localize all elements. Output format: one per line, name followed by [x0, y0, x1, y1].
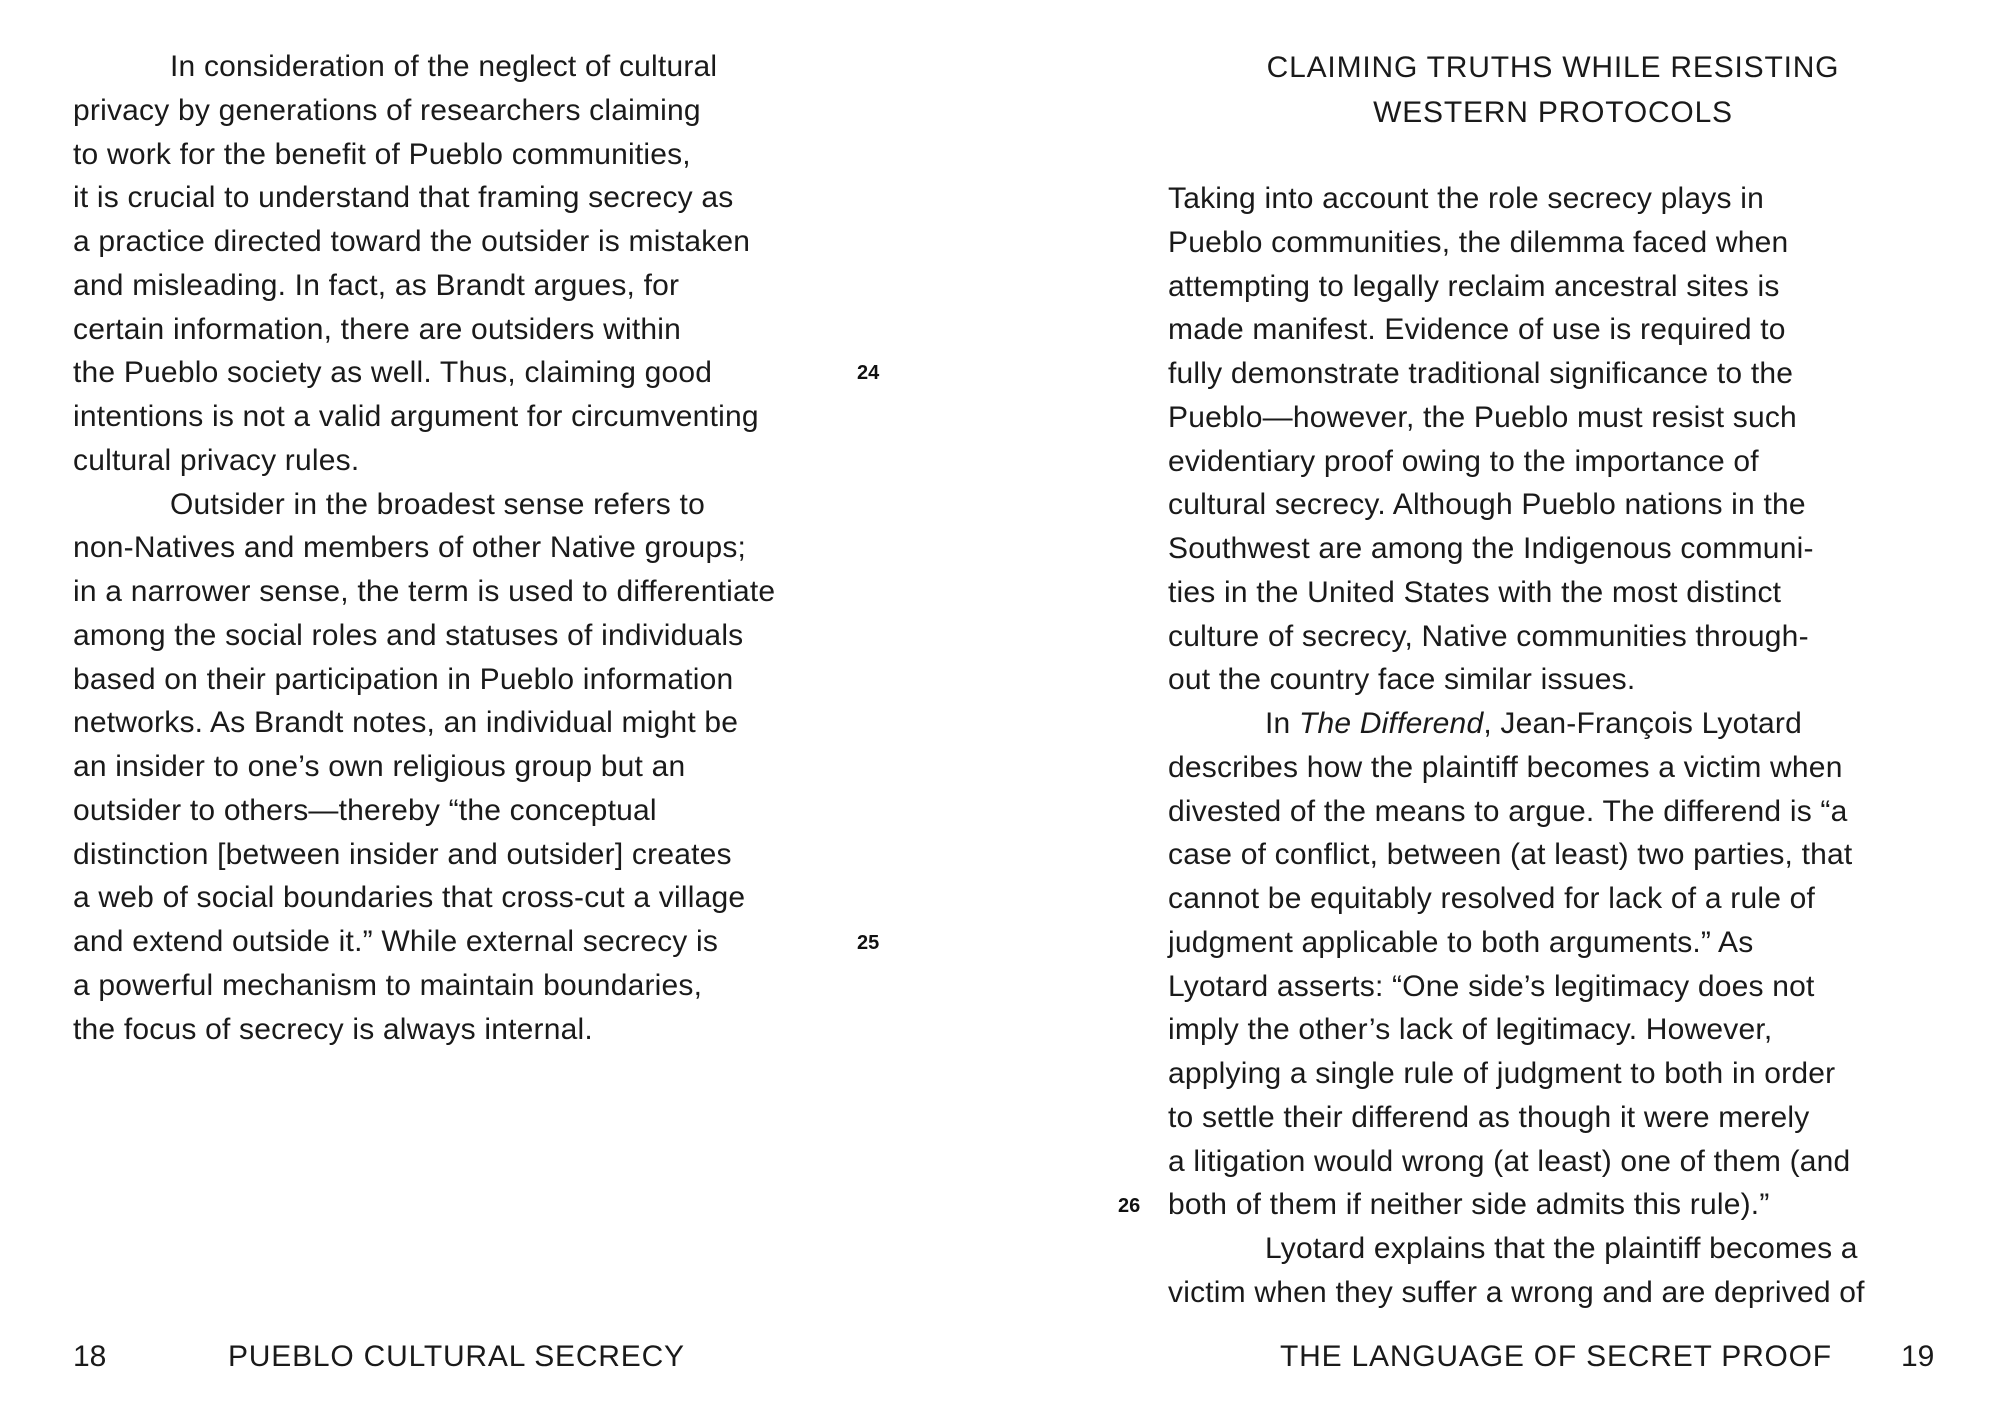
section-heading-line: CLAIMING TRUTHS WHILE RESISTING — [1266, 51, 1840, 84]
text-line: Lyotard explains that the plaintiff becomes a — [1265, 1232, 1858, 1265]
text-line: case of conflict, between (at least) two parties, that — [1168, 838, 1853, 872]
page-number: 18 — [73, 1340, 107, 1373]
running-footer-title: PUEBLO CULTURAL SECRECY — [228, 1340, 685, 1373]
section-heading-line: WESTERN PROTOCOLS — [1373, 96, 1733, 129]
text-line: Pueblo—however, the Pueblo must resist such — [1168, 400, 1797, 434]
text-line: intentions is not a valid argument for circumventing — [73, 400, 759, 433]
text-line: attempting to legally reclaim ancestral sites is — [1168, 269, 1780, 303]
text-line: a powerful mechanism to maintain boundaries, — [73, 968, 703, 1002]
text-line: an insider to one’s own religious group but an — [73, 750, 686, 783]
paragraph — [73, 483, 775, 1052]
text-run: , Jean-François Lyotard — [1483, 707, 1802, 740]
text-line: a web of social boundaries that cross-cut a village — [73, 881, 746, 915]
text-line: distinction [between insider and outsider] creates — [73, 837, 732, 871]
text-line: privacy by generations of researchers claiming — [73, 93, 701, 127]
paragraph — [1168, 1227, 1865, 1315]
endnote-marker[interactable]: 26 — [1118, 1195, 1141, 1217]
text-line: it is crucial to understand that framing secrecy as — [73, 181, 734, 215]
endnote-marker[interactable]: 24 — [857, 362, 880, 384]
text-line: among the social roles and statuses of individuals — [73, 618, 744, 652]
text-line — [1168, 702, 1865, 746]
right-page-body — [1168, 177, 1865, 1315]
book-title: The Differend — [1298, 707, 1484, 740]
text-line: In consideration of the neglect of cultural — [170, 50, 718, 83]
text-line: victim when they suffer a wrong and are deprived of — [1168, 1275, 1865, 1309]
text-line: to settle their differend as though it were merely — [1168, 1100, 1810, 1134]
text-line: out the country face similar issues. — [1168, 663, 1636, 697]
page-number: 19 — [1901, 1340, 1935, 1373]
text-line: Outsider in the broadest sense refers to — [170, 487, 705, 521]
text-line: a practice directed toward the outsider is mistaken — [73, 225, 751, 258]
text-line: cultural secrecy. Although Pueblo nations in the — [1168, 488, 1806, 522]
left-page-body — [73, 45, 775, 1051]
text-line: based on their participation in Pueblo information — [73, 662, 734, 696]
text-line: certain information, there are outsiders within — [73, 312, 682, 346]
text-line: networks. As Brandt notes, an individual might be — [73, 706, 739, 740]
text-line: Taking into account the role secrecy plays in — [1168, 182, 1764, 215]
right-page — [1000, 0, 2000, 1428]
text-line: divested of the means to argue. The differend is “a — [1168, 794, 1848, 828]
paragraph — [1168, 702, 1865, 1227]
text-line: the Pueblo society as well. Thus, claiming good — [73, 356, 713, 390]
text-line: cultural privacy rules. — [73, 443, 360, 477]
text-line: describes how the plaintiff becomes a victim when — [1168, 750, 1843, 784]
text-line: Lyotard asserts: “One side’s legitimacy does not — [1168, 969, 1815, 1003]
text-line: judgment applicable to both arguments.” As — [1168, 925, 1754, 959]
text-line: made manifest. Evidence of use is required to — [1168, 313, 1786, 347]
text-line: to work for the benefit of Pueblo communities, — [73, 137, 691, 171]
text-line: and extend outside it.” While external secrecy is — [73, 925, 719, 958]
text-line: imply the other’s lack of legitimacy. However, — [1168, 1013, 1773, 1047]
text-line: culture of secrecy, Native communities through- — [1168, 619, 1809, 653]
text-line: cannot be equitably resolved for lack of a rule of — [1168, 882, 1816, 915]
text-line: in a narrower sense, the term is used to differentiate — [73, 575, 776, 608]
text-line: non-Natives and members of other Native groups; — [73, 531, 747, 565]
text-line: both of them if neither side admits this rule).” — [1168, 1188, 1770, 1222]
section-heading — [1168, 45, 1938, 135]
text-line: outsider to others—thereby “the conceptual — [73, 793, 657, 827]
running-footer-title: THE LANGUAGE OF SECRET PROOF — [1280, 1340, 1832, 1373]
text-line: a litigation would wrong (at least) one of them (and — [1168, 1144, 1851, 1178]
text-line: ties in the United States with the most distinct — [1168, 575, 1782, 609]
text-line: Southwest are among the Indigenous communi- — [1168, 532, 1814, 565]
text-line: evidentiary proof owing to the importance of — [1168, 444, 1759, 478]
text-line: applying a single rule of judgment to both in order — [1168, 1057, 1836, 1090]
text-line: and misleading. In fact, as Brandt argues, for — [73, 268, 680, 302]
endnote-marker[interactable]: 25 — [857, 932, 880, 954]
text-line: the focus of secrecy is always internal. — [73, 1012, 593, 1046]
text-line: Pueblo communities, the dilemma faced when — [1168, 225, 1789, 259]
text-run: In — [1265, 707, 1299, 740]
text-line: fully demonstrate traditional significance to the — [1168, 357, 1794, 390]
paragraph — [73, 45, 775, 483]
paragraph — [1168, 177, 1865, 702]
